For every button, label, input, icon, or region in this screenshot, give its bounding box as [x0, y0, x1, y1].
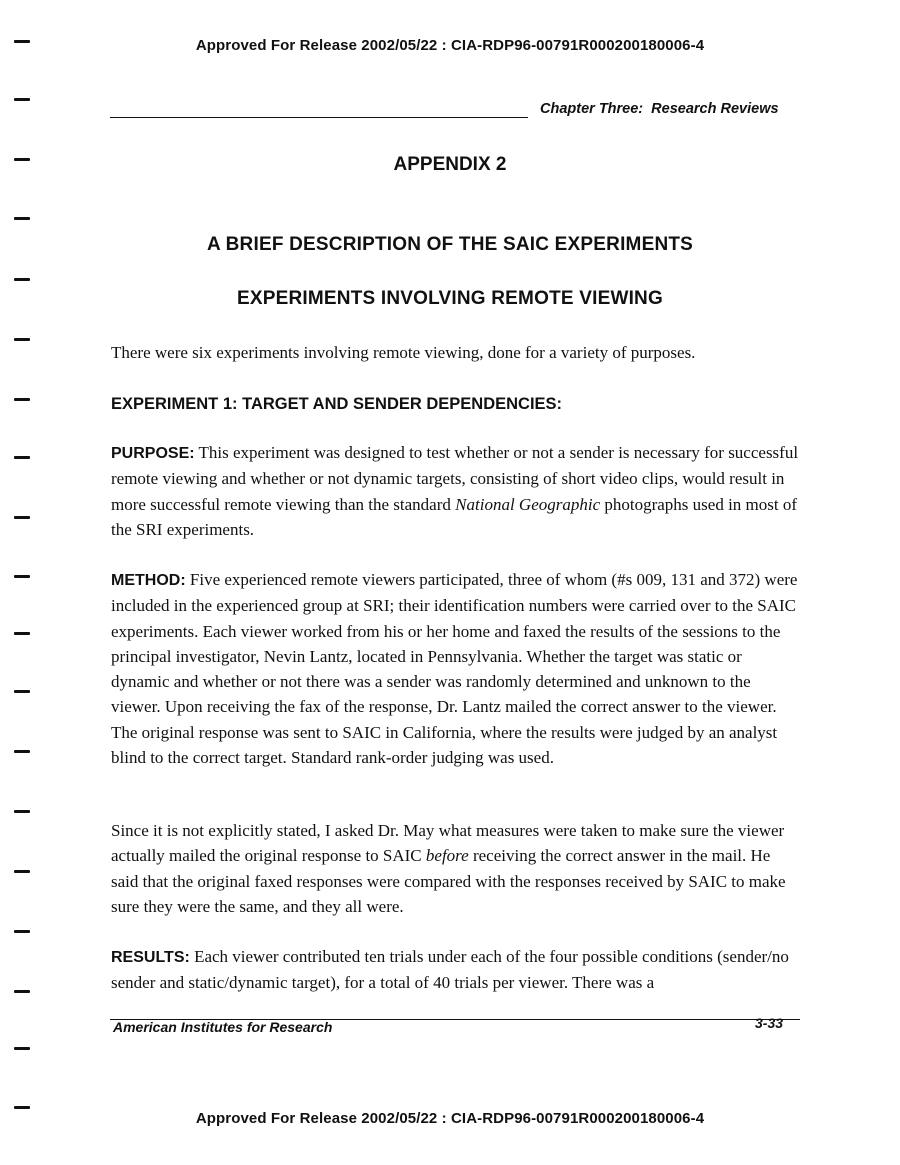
intro-paragraph	[111, 340, 801, 365]
release-footer: Approved For Release 2002/05/22 : CIA-RDP96-00791R000200180006-4	[195, 1110, 705, 1127]
chapter-header: Chapter Three: Research Reviews	[540, 101, 779, 117]
margin-tick	[14, 98, 30, 101]
main-title: A BRIEF DESCRIPTION OF THE SAIC EXPERIMENTS	[206, 234, 694, 255]
margin-tick	[14, 516, 30, 519]
margin-tick	[14, 575, 30, 578]
margin-tick	[14, 870, 30, 873]
margin-tick	[14, 810, 30, 813]
results-label: RESULTS:	[111, 949, 190, 966]
method-label: METHOD:	[111, 572, 186, 589]
page-number: 3-33	[755, 1015, 784, 1031]
margin-tick	[14, 217, 30, 220]
purpose-paragraph	[111, 440, 801, 542]
release-header: Approved For Release 2002/05/22 : CIA-RDP96-00791R000200180006-4	[195, 37, 705, 54]
purpose-label: PURPOSE:	[111, 445, 195, 462]
footer-org: American Institutes for Research	[113, 1019, 333, 1035]
margin-tick	[14, 1106, 30, 1109]
margin-tick	[14, 632, 30, 635]
since-text-after: receiving the correct answer in the mail. He said that the original faxed responses were compared with the responses received by SAIC to make sure they were the same, and they all were.	[111, 846, 786, 916]
intro-text: There were six experiments involving remote viewing, done for a variety of purposes.	[111, 343, 696, 362]
margin-tick	[14, 690, 30, 693]
results-paragraph	[111, 944, 801, 996]
margin-tick	[14, 990, 30, 993]
purpose-text-after: photographs used in most of the SRI experiments.	[111, 494, 798, 539]
appendix-title: APPENDIX 2	[393, 154, 507, 175]
experiment-heading: EXPERIMENT 1: TARGET AND SENDER DEPENDENCIES:	[111, 395, 563, 413]
results-text: Each viewer contributed ten trials under each of the four possible conditions (sender/no sender and static/dynamic target), for a total of 40 trials per viewer. There was a	[111, 947, 789, 993]
header-rule	[110, 117, 528, 118]
margin-tick	[14, 750, 30, 753]
margin-tick	[14, 930, 30, 933]
since-paragraph	[111, 818, 801, 919]
sub-title: EXPERIMENTS INVOLVING REMOTE VIEWING	[237, 288, 663, 309]
margin-tick	[14, 278, 30, 281]
margin-tick	[14, 1047, 30, 1050]
margin-tick	[14, 456, 30, 459]
margin-tick	[14, 398, 30, 401]
method-paragraph	[111, 567, 801, 770]
since-italic: before	[425, 846, 469, 866]
margin-tick	[14, 338, 30, 341]
since-text-before: Since it is not explicitly stated, I asked Dr. May what measures were taken to make sure the viewer actually mailed the original response to SAIC	[111, 821, 785, 866]
purpose-text-before: This experiment was designed to test whether or not a sender is necessary for successful remote viewing and whether or not dynamic targets, consisting of short video clips, would result in more successful remote viewing than the standard	[111, 443, 799, 514]
method-text: Five experienced remote viewers participated, three of whom (#s 009, 131 and 372) were included in the experienced group at SRI; their identification numbers were carried over to the SAIC experiments. Each viewer worked from his or her home and faxed the results of the sessions to the principal investigator, Nevin Lantz, located in Pennsylvania. Whether the target was static or dynamic and whether or not there was a sender was randomly determined and unknown to the viewer. Upon receiving the fax of the response, Dr. Lantz mailed the correct answer to the viewer. The original response was sent to SAIC in California, where the results were judged by an analyst blind to the correct target. Standard rank-order judging was used.	[111, 570, 798, 768]
purpose-italic: National Geographic	[455, 494, 601, 514]
